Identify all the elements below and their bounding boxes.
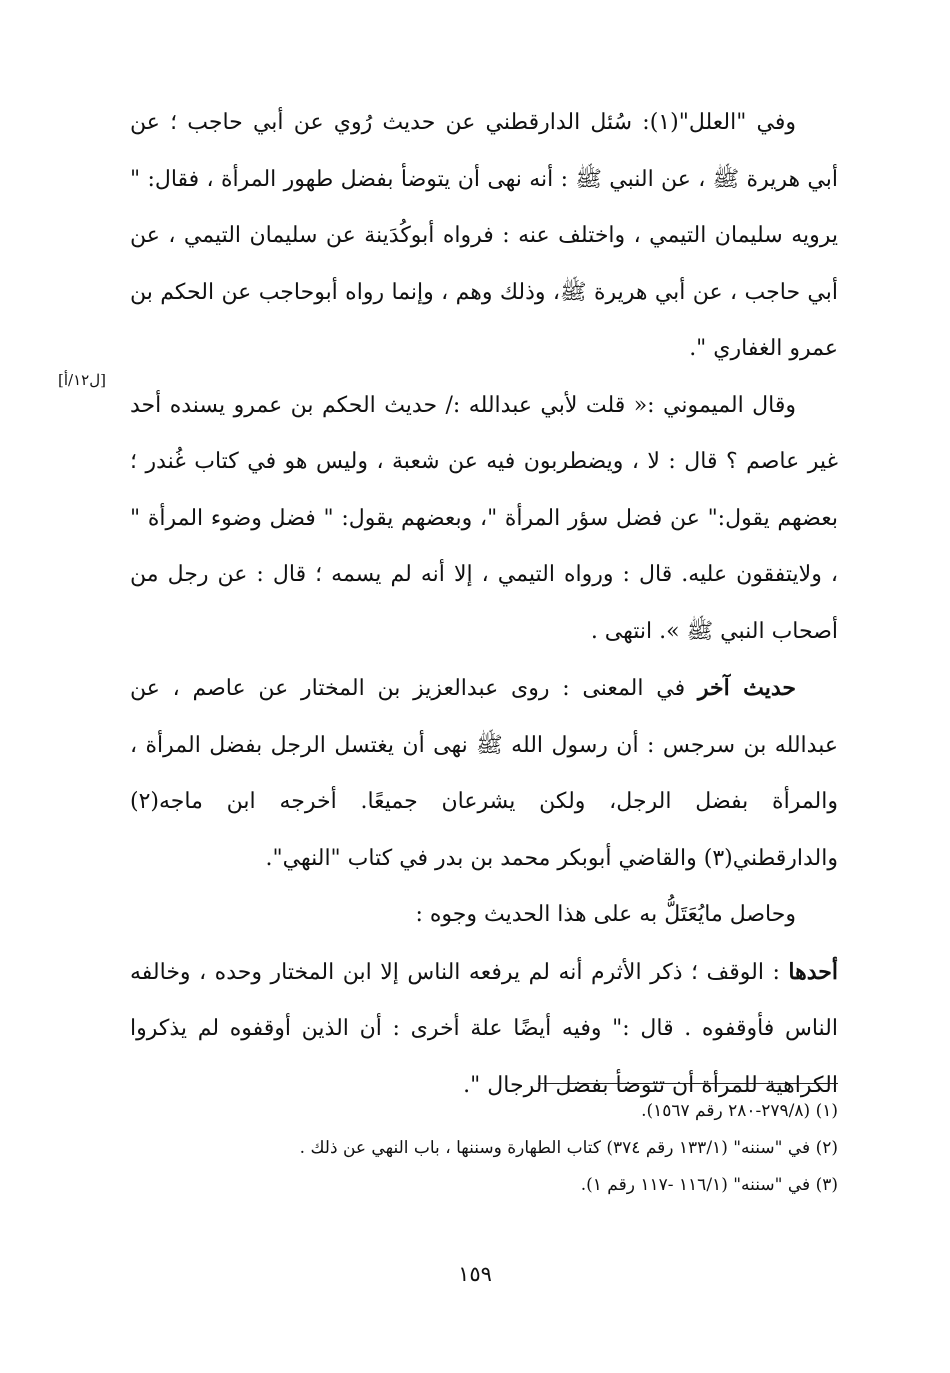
footnote-2: (٢) في "سننه" (١٣٣/١ رقم ٣٧٤) كتاب الطهارة وسننها ، باب النهي عن ذلك . (299, 1138, 838, 1158)
footnote-3: (٣) في "سننه" (١١٦/١ -١١٧ رقم ١). (580, 1175, 838, 1195)
paragraph-maymouni: وقال الميموني :« قلت لأبي عبدالله :/ حديث الحكم بن عمرو يسنده أحد غير عاصم ؟ قال : لا ، ويضطربون فيه عن شعبة ، وليس هو في كتاب غُندر ؛ بعضهم يقول:" عن فضل سؤر المرأة "، وبعضهم يقول: " فضل وضوء المرأة " ، ولايتفقون عليه. قال : ورواه التيمي ، إلا أنه لم يسمه ؛ قال : عن رجل من أصحاب النبي ﷺ ». انتهى . (130, 392, 838, 644)
page-number: ١٥٩ (458, 1262, 492, 1286)
paragraph-lead-ahaduha: أحدها (788, 958, 838, 985)
paragraph-ahaduha (130, 944, 838, 1115)
paragraph-hadith-akhar (130, 660, 838, 887)
paragraph-body-ahaduha: : الوقف ؛ ذكر الأثرم أنه لم يرفعه الناس إلا ابن المختار وحده ، وخالفه الناس فأوقفوه . قال :" وفيه أيضًا علة أخرى : أن الذين أوقفوه لم يذكروا الكراهية للمرأة أن تتوضأ بفضل الرجال ". (130, 959, 838, 1098)
footnote-divider (538, 1083, 838, 1084)
paragraph-lead-hadith-akhar: حديث آخر (697, 675, 797, 701)
footnotes (150, 1093, 838, 1204)
main-text-body (130, 95, 838, 1114)
paragraph-wujuh: وحاصل مايُعَتَلُّ به على هذا الحديث وجوه : (415, 902, 796, 927)
manuscript-folio-marker: [ل١٢/أ] (58, 371, 106, 389)
footnote-1: (١) (٢٧٩/٨-٢٨٠ رقم ١٥٦٧). (641, 1101, 838, 1121)
paragraph-ilal: وفي "العلل"(١): سُئل الدارقطني عن حديث رُوي عن أبي حاجب ؛ عن أبي هريرة ﷺ ، عن النبي ﷺ : أنه نهى أن يتوضأ بفضل طهور المرأة ، فقال: " يرويه سليمان التيمي ، واختلف عنه : فرواه أبوكُدَينة عن سليمان التيمي ، عن أبي حاجب ، عن أبي هريرة ﷺ، وذلك وهم ، وإنما رواه أبوحاجب عن الحكم بن عمرو الغفاري ". (130, 110, 838, 361)
paragraph-body-hadith-akhar: في المعنى : روى عبدالعزيز بن المختار عن عاصم ، عن عبدالله بن سرجس : أن رسول الله ﷺ نهى أن يغتسل الرجل بفضل المرأة ، والمرأة بفضل الرجل، ولكن يشرعان جميعًا. أخرجه ابن ماجه(٢) والدارقطني(٣) والقاضي أبوبكر محمد بن بدر في كتاب "النهي". (130, 676, 838, 871)
